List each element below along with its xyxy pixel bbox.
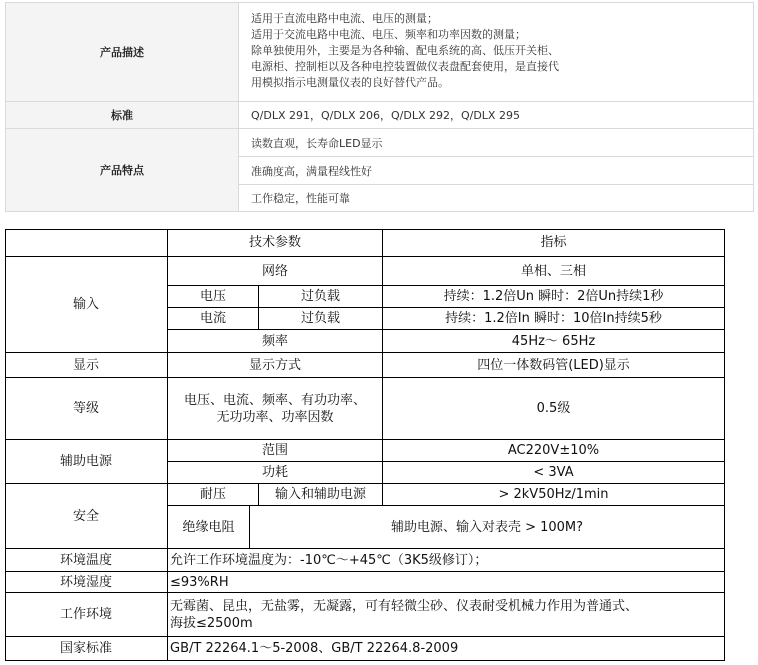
aux-range-value: AC220V±10% [383,440,725,462]
withstand-value: > 2kV50Hz/1min [383,484,725,506]
frequency-label: 频率 [168,330,383,353]
header-index: 指标 [383,229,725,257]
national-standard-value: GB/T 22264.1～5-2008、GB/T 22264.8-2009 [168,637,725,661]
grade-items [168,378,383,440]
current-label: 电流 [168,308,259,330]
humidity-value: ≤93%RH [168,572,725,593]
temperature-value: 允许工作环境温度为：-10℃～+45℃（3K5级修订）； [168,549,725,572]
aux-consumption-label: 功耗 [168,462,383,484]
grade-label: 等级 [5,378,168,440]
aux-range-label: 范围 [168,440,383,462]
features-label: 产品特点 [6,129,239,211]
standard-label: 标准 [6,102,239,128]
description-line: 电源柜、控制柜以及各种电控装置做仪表盘配套使用，是直接代 [251,60,559,73]
display-label: 显示 [5,353,168,378]
network-value: 单相、三相 [383,257,725,286]
insulation-label: 绝缘电阻 [168,506,250,549]
withstand-voltage-label: 耐压 [168,484,259,506]
description-value [239,11,753,101]
description-line: 适用于直流电路中电流、电压的测量； [251,12,438,25]
network-label: 网络 [168,257,383,286]
product-info-table [5,2,754,212]
input-label: 输入 [5,257,168,353]
feature-item: 工作稳定，性能可靠 [251,192,350,205]
header-blank [5,229,168,257]
national-standard-label: 国家标准 [5,637,168,661]
environment-line: 海拔≤2500m [170,615,253,631]
description-label: 产品描述 [6,3,239,101]
environment-value [168,593,725,637]
voltage-overload-label: 过负载 [259,286,383,308]
standard-value: Q/DLX 291，Q/DLX 206，Q/DLX 292，Q/DLX 295 [251,109,520,122]
environment-label: 工作环境 [5,593,168,637]
current-overload-label: 过负载 [259,308,383,330]
withstand-target: 输入和辅助电源 [259,484,383,506]
frequency-value: 45Hz～ 65Hz [383,330,725,353]
grade-items-line: 无功功率、功率因数 [216,409,334,425]
aux-consumption-value: < 3VA [383,462,725,484]
header-param: 技术参数 [168,229,383,257]
description-line: 除单独使用外，主要是为各种输、配电系统的高、低压开关柜、 [251,44,559,57]
display-mode-value: 四位一体数码管(LED)显示 [383,353,725,378]
temperature-label: 环境温度 [5,549,168,572]
grade-items-line: 电压、电流、频率、有功功率、 [183,392,366,408]
feature-item: 准确度高，满量程线性好 [251,164,372,178]
insulation-value: 辅助电源、输入对表壳 > 100M? [250,506,725,549]
spec-table [5,229,725,661]
voltage-label: 电压 [168,286,259,308]
feature-item: 读数直观，长寿命LED显示 [251,136,383,150]
environment-line: 无霉菌、昆虫，无盐雾，无凝露，可有轻微尘砂、仪表耐受机械力作用为普通式、 [170,598,639,614]
description-line: 用模拟指示电测量仪表的良好替代产品。 [251,76,449,89]
aux-power-label: 辅助电源 [5,440,168,484]
current-overload-value: 持续：1.2倍In 瞬时：10倍In持续5秒 [383,308,725,330]
display-mode-label: 显示方式 [168,353,383,378]
safety-label: 安全 [5,484,168,549]
voltage-overload-value: 持续：1.2倍Un 瞬时：2倍Un持续1秒 [383,286,725,308]
grade-value: 0.5级 [383,378,725,440]
humidity-label: 环境湿度 [5,572,168,593]
description-line: 适用于交流电路中电流、电压、频率和功率因数的测量； [251,28,526,41]
